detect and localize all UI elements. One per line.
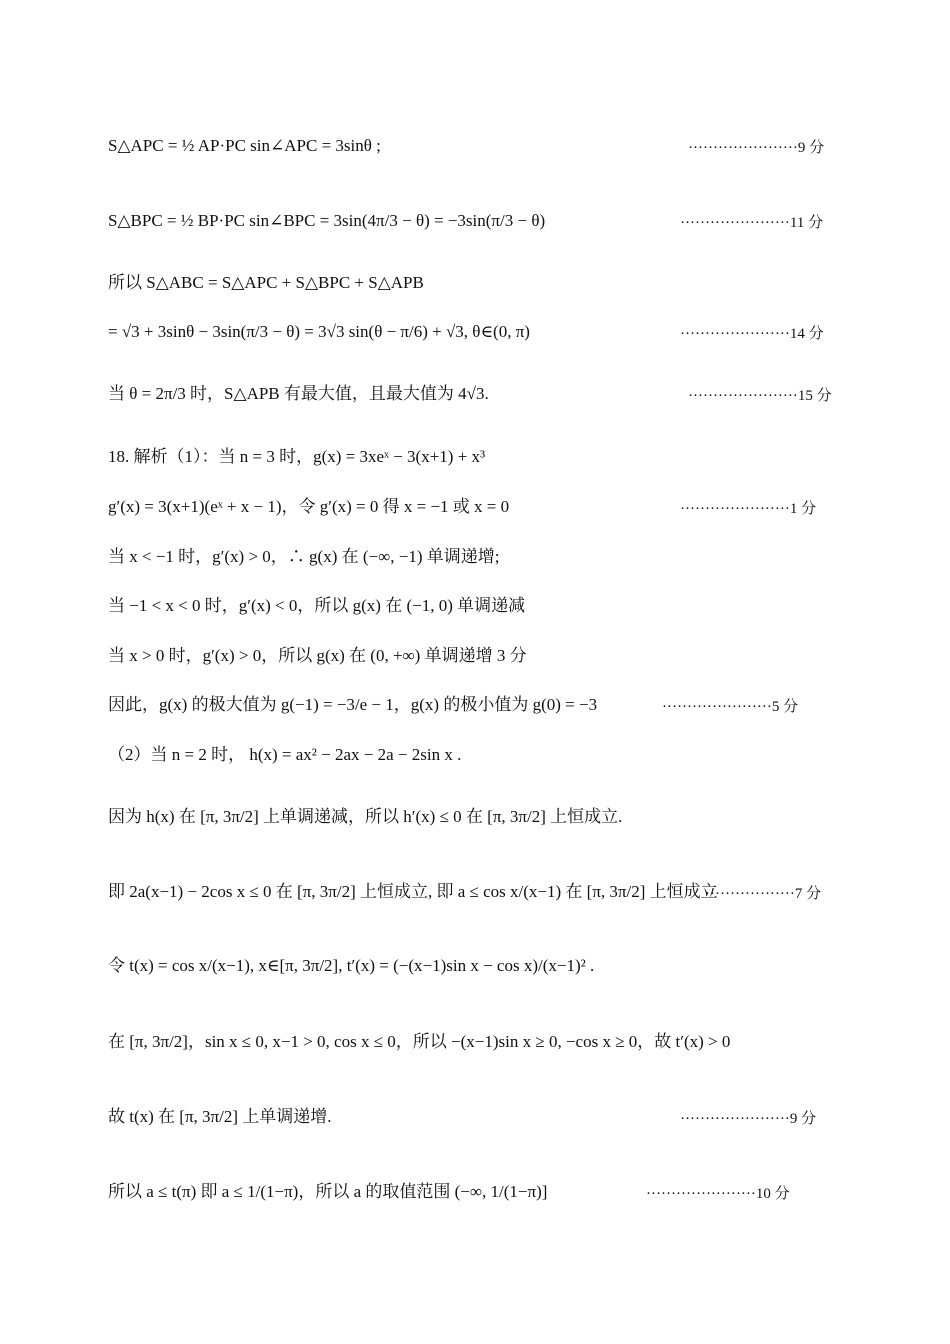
formula-line: = √3 + 3sinθ − 3sin(π/3 − θ) = 3√3 sin(θ − π/6) + √3, θ∈(0, π) <box>108 322 530 341</box>
problem-heading: 18. 解析（1）：当 n = 3 时，g(x) = 3xeˣ − 3(x+1) + x³ <box>108 447 486 466</box>
score-marker: ··················7 分 <box>705 886 822 902</box>
formula-line: S△APC = ½ AP·PC sin∠APC = 3sinθ ; <box>108 136 381 155</box>
score-marker: ······················15 分 <box>688 388 832 404</box>
formula-line: 故 t(x) 在 [π, 3π/2] 上单调递增. <box>108 1107 332 1126</box>
formula-line: 因此，g(x) 的极大值为 g(−1) = −3/e − 1，g(x) 的极小值为 g(0) = −3 <box>108 695 598 714</box>
formula-line: g′(x) = 3(x+1)(eˣ + x − 1)，令 g′(x) = 0 得 x = −1 或 x = 0 <box>108 497 510 516</box>
score-marker: ······················11 分 <box>680 215 824 231</box>
formula-line: （2）当 n = 2 时， h(x) = ax² − 2ax − 2a − 2sin x . <box>108 745 462 764</box>
formula-line: 令 t(x) = cos x/(x−1), x∈[π, 3π/2], t′(x) = (−(x−1)sin x − cos x)/(x−1)² . <box>108 956 595 975</box>
formula-line: 当 x > 0 时，g′(x) > 0，所以 g(x) 在 (0, +∞) 单调递增 3 分 <box>108 646 527 665</box>
formula-line: 当 θ = 2π/3 时，S△APB 有最大值，且最大值为 4√3. <box>108 384 489 403</box>
formula-line: 当 −1 < x < 0 时，g′(x) < 0，所以 g(x) 在 (−1, 0) 单调递减 <box>108 596 526 615</box>
formula-line: 所以 S△ABC = S△APC + S△BPC + S△APB <box>108 273 424 292</box>
score-marker: ······················9 分 <box>680 1111 817 1127</box>
score-marker: ······················9 分 <box>688 140 825 156</box>
formula-line: 所以 a ≤ t(π) 即 a ≤ 1/(1−π)，所以 a 的取值范围 (−∞, 1/(1−π)] <box>108 1182 548 1201</box>
formula-line: 当 x < −1 时，g′(x) > 0，∴ g(x) 在 (−∞, −1) 单调递增; <box>108 547 500 566</box>
formula-line: S△BPC = ½ BP·PC sin∠BPC = 3sin(4π/3 − θ) = −3sin(π/3 − θ) <box>108 211 546 230</box>
score-marker: ······················5 分 <box>662 699 799 715</box>
score-marker: ······················10 分 <box>646 1186 790 1202</box>
score-marker: ······················14 分 <box>680 326 824 342</box>
formula-line: 因为 h(x) 在 [π, 3π/2] 上单调递减，所以 h′(x) ≤ 0 在 [π, 3π/2] 上恒成立. <box>108 807 623 826</box>
formula-line: 即 2a(x−1) − 2cos x ≤ 0 在 [π, 3π/2] 上恒成立, 即 a ≤ cos x/(x−1) 在 [π, 3π/2] 上恒成立 <box>108 882 718 901</box>
formula-line: 在 [π, 3π/2]，sin x ≤ 0, x−1 > 0, cos x ≤ 0，所以 −(x−1)sin x ≥ 0, −cos x ≥ 0，故 t′(x) > 0 <box>108 1032 731 1051</box>
score-marker: ······················1 分 <box>680 501 817 517</box>
